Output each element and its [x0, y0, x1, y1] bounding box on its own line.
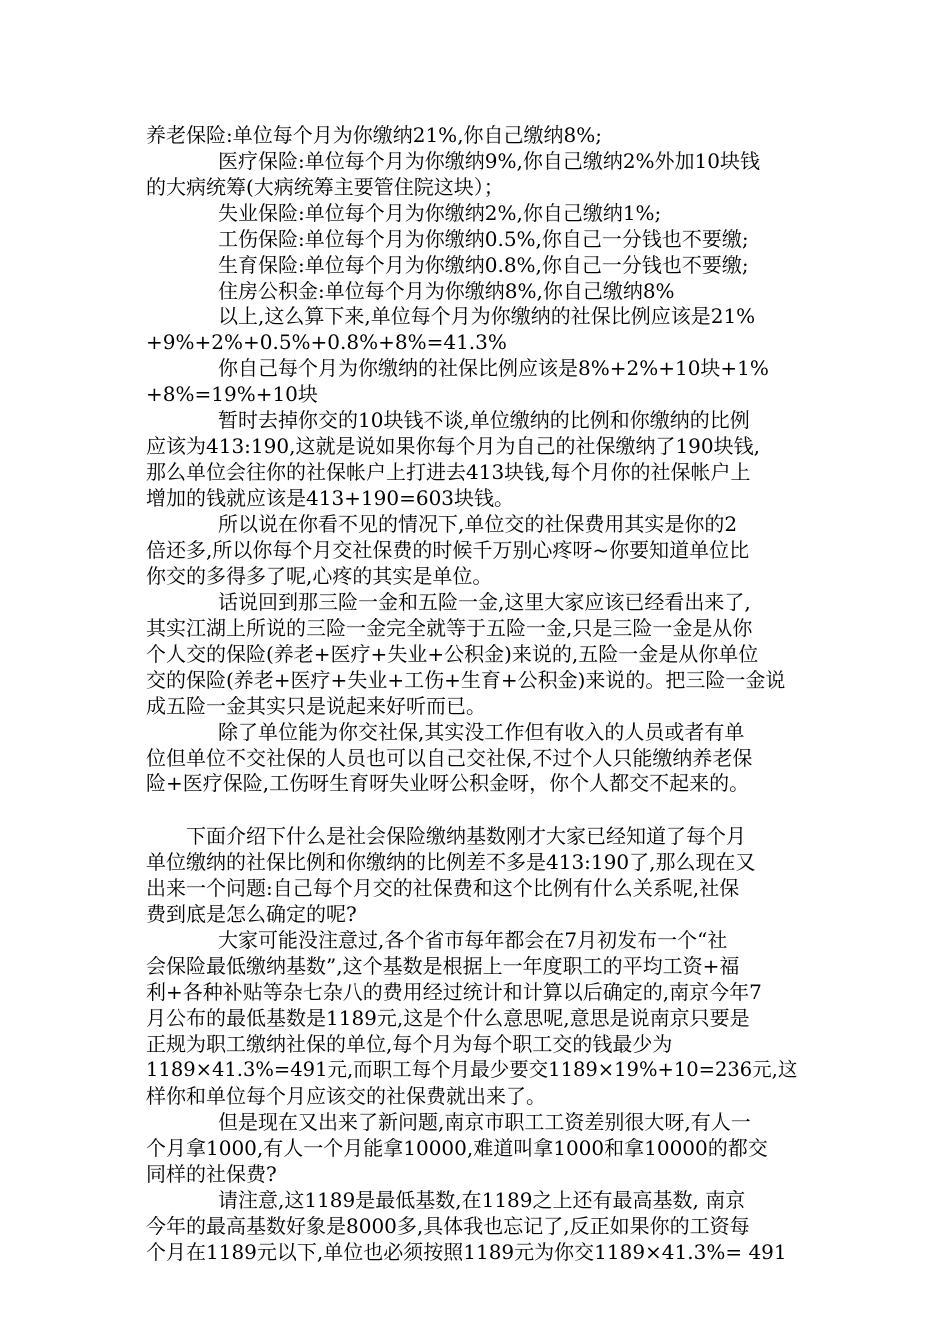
text-line: 交的保险(养老+医疗+失业+工伤+生育+公积金)来说的。把三险一金说: [146, 668, 786, 692]
text-line: 工伤保险:单位每个月为你缴纳0.5%,你自己一分钱也不要缴;: [218, 227, 749, 251]
text-line: 增加的钱就应该是413+190=603块钱。: [146, 486, 515, 510]
text-line: 医疗保险:单位每个月为你缴纳9%,你自己缴纳2%外加10块钱: [218, 149, 761, 173]
text-line: 位但单位不交社保的人员也可以自己交社保,不过个人只能缴纳养老保: [146, 746, 753, 770]
text-line: 样你和单位每个月应该交的社保费就出来了。: [146, 1084, 546, 1108]
text-line: 倍还多,所以你每个月交社保费的时候千万别心疼呀~你要知道单位比: [146, 538, 750, 562]
text-line: 个月在1189元以下,单位也必须按照1189元为你交1189×41.3%= 491: [146, 1240, 787, 1264]
text-line: 险+医疗保险,工伤呀生育呀失业呀公积金呀，你个人都交不起来的。: [146, 771, 750, 795]
text-line: 你交的多得多了呢,心疼的其实是单位。: [146, 564, 493, 588]
text-line: 话说回到那三险一金和五险一金,这里大家应该已经看出来了,: [218, 590, 751, 614]
text-line: +8%=19%+10块: [146, 382, 318, 406]
text-line: 今年的最高基数好象是8000多,具体我也忘记了,反正如果你的工资每: [146, 1214, 750, 1238]
text-line: 1189×41.3%=491元,而职工每个月最少要交1189×19%+10=236元,这: [146, 1058, 798, 1081]
text-line: 除了单位能为你交社保,其实没工作但有收入的人员或者有单: [218, 720, 745, 744]
text-line: +9%+2%+0.5%+0.8%+8%=41.3%: [146, 330, 507, 354]
text-line: 的大病统筹(大病统筹主要管住院这块）；: [146, 175, 504, 199]
text-line: 费到底是怎么确定的呢?: [146, 902, 357, 926]
text-line: 所以说在你看不见的情况下,单位交的社保费用其实是你的2: [218, 512, 738, 536]
text-line: 请注意,这1189是最低基数,在1189之上还有最高基数, 南京: [218, 1188, 746, 1212]
text-line: 应该为413:190,这就是说如果你每个月为自己的社保缴纳了190块钱,: [146, 434, 760, 458]
text-line: 下面介绍下什么是社会保险缴纳基数刚才大家已经知道了每个月: [186, 824, 746, 848]
text-line: 其实江湖上所说的三险一金完全就等于五险一金,只是三险一金是从你: [146, 616, 753, 640]
text-line: 住房公积金:单位每个月为你缴纳8%,你自己缴纳8%: [218, 279, 675, 303]
text-line: 个月拿1000,有人一个月能拿10000,难道叫拿1000和拿10000的都交: [146, 1136, 768, 1160]
text-line: 个人交的保险(养老+医疗+失业+公积金)来说的,五险一金是从你单位: [146, 642, 759, 666]
text-line: 以上,这么算下来,单位每个月为你缴纳的社保比例应该是21%: [218, 304, 756, 328]
text-line: 正规为职工缴纳社保的单位,每个月为每个职工交的钱最少为: [146, 1032, 673, 1056]
text-line: 月公布的最低基数是1189元,这是个什么意思呢,意思是说南京只要是: [146, 1006, 750, 1030]
text-line: 单位缴纳的社保比例和你缴纳的比例差不多是413:190了,那么现在又: [146, 850, 756, 874]
text-line: 失业保险:单位每个月为你缴纳2%,你自己缴纳1%;: [218, 201, 662, 225]
text-line: 出来一个问题:自己每个月交的社保费和这个比例有什么关系呢,社保: [146, 876, 740, 900]
text-line: 会保险最低缴纳基数”,这个基数是根据上一年度职工的平均工资+福: [146, 954, 740, 978]
text-line: 成五险一金其实只是说起来好听而已。: [146, 694, 486, 718]
text-line: 但是现在又出来了新问题,南京市职工工资差别很大呀,有人一: [218, 1110, 751, 1134]
text-line: 养老保险:单位每个月为你缴纳21%,你自己缴纳8%;: [146, 123, 603, 147]
text-line: 暂时去掉你交的10块钱不谈,单位缴纳的比例和你缴纳的比例: [218, 408, 750, 432]
text-line: 你自己每个月为你缴纳的社保比例应该是8%+2%+10块+1%: [218, 356, 769, 380]
text-line: 利+各种补贴等杂七杂八的费用经过统计和计算以后确定的,南京今年7: [146, 980, 762, 1004]
text-line: 那么单位会往你的社保帐户上打进去413块钱,每个月你的社保帐户上: [146, 460, 751, 484]
text-line: 生育保险:单位每个月为你缴纳0.8%,你自己一分钱也不要缴;: [218, 253, 749, 277]
text-line: 大家可能没注意过,各个省市每年都会在7月初发布一个“社: [218, 928, 728, 952]
text-line: 同样的社保费?: [146, 1162, 277, 1186]
